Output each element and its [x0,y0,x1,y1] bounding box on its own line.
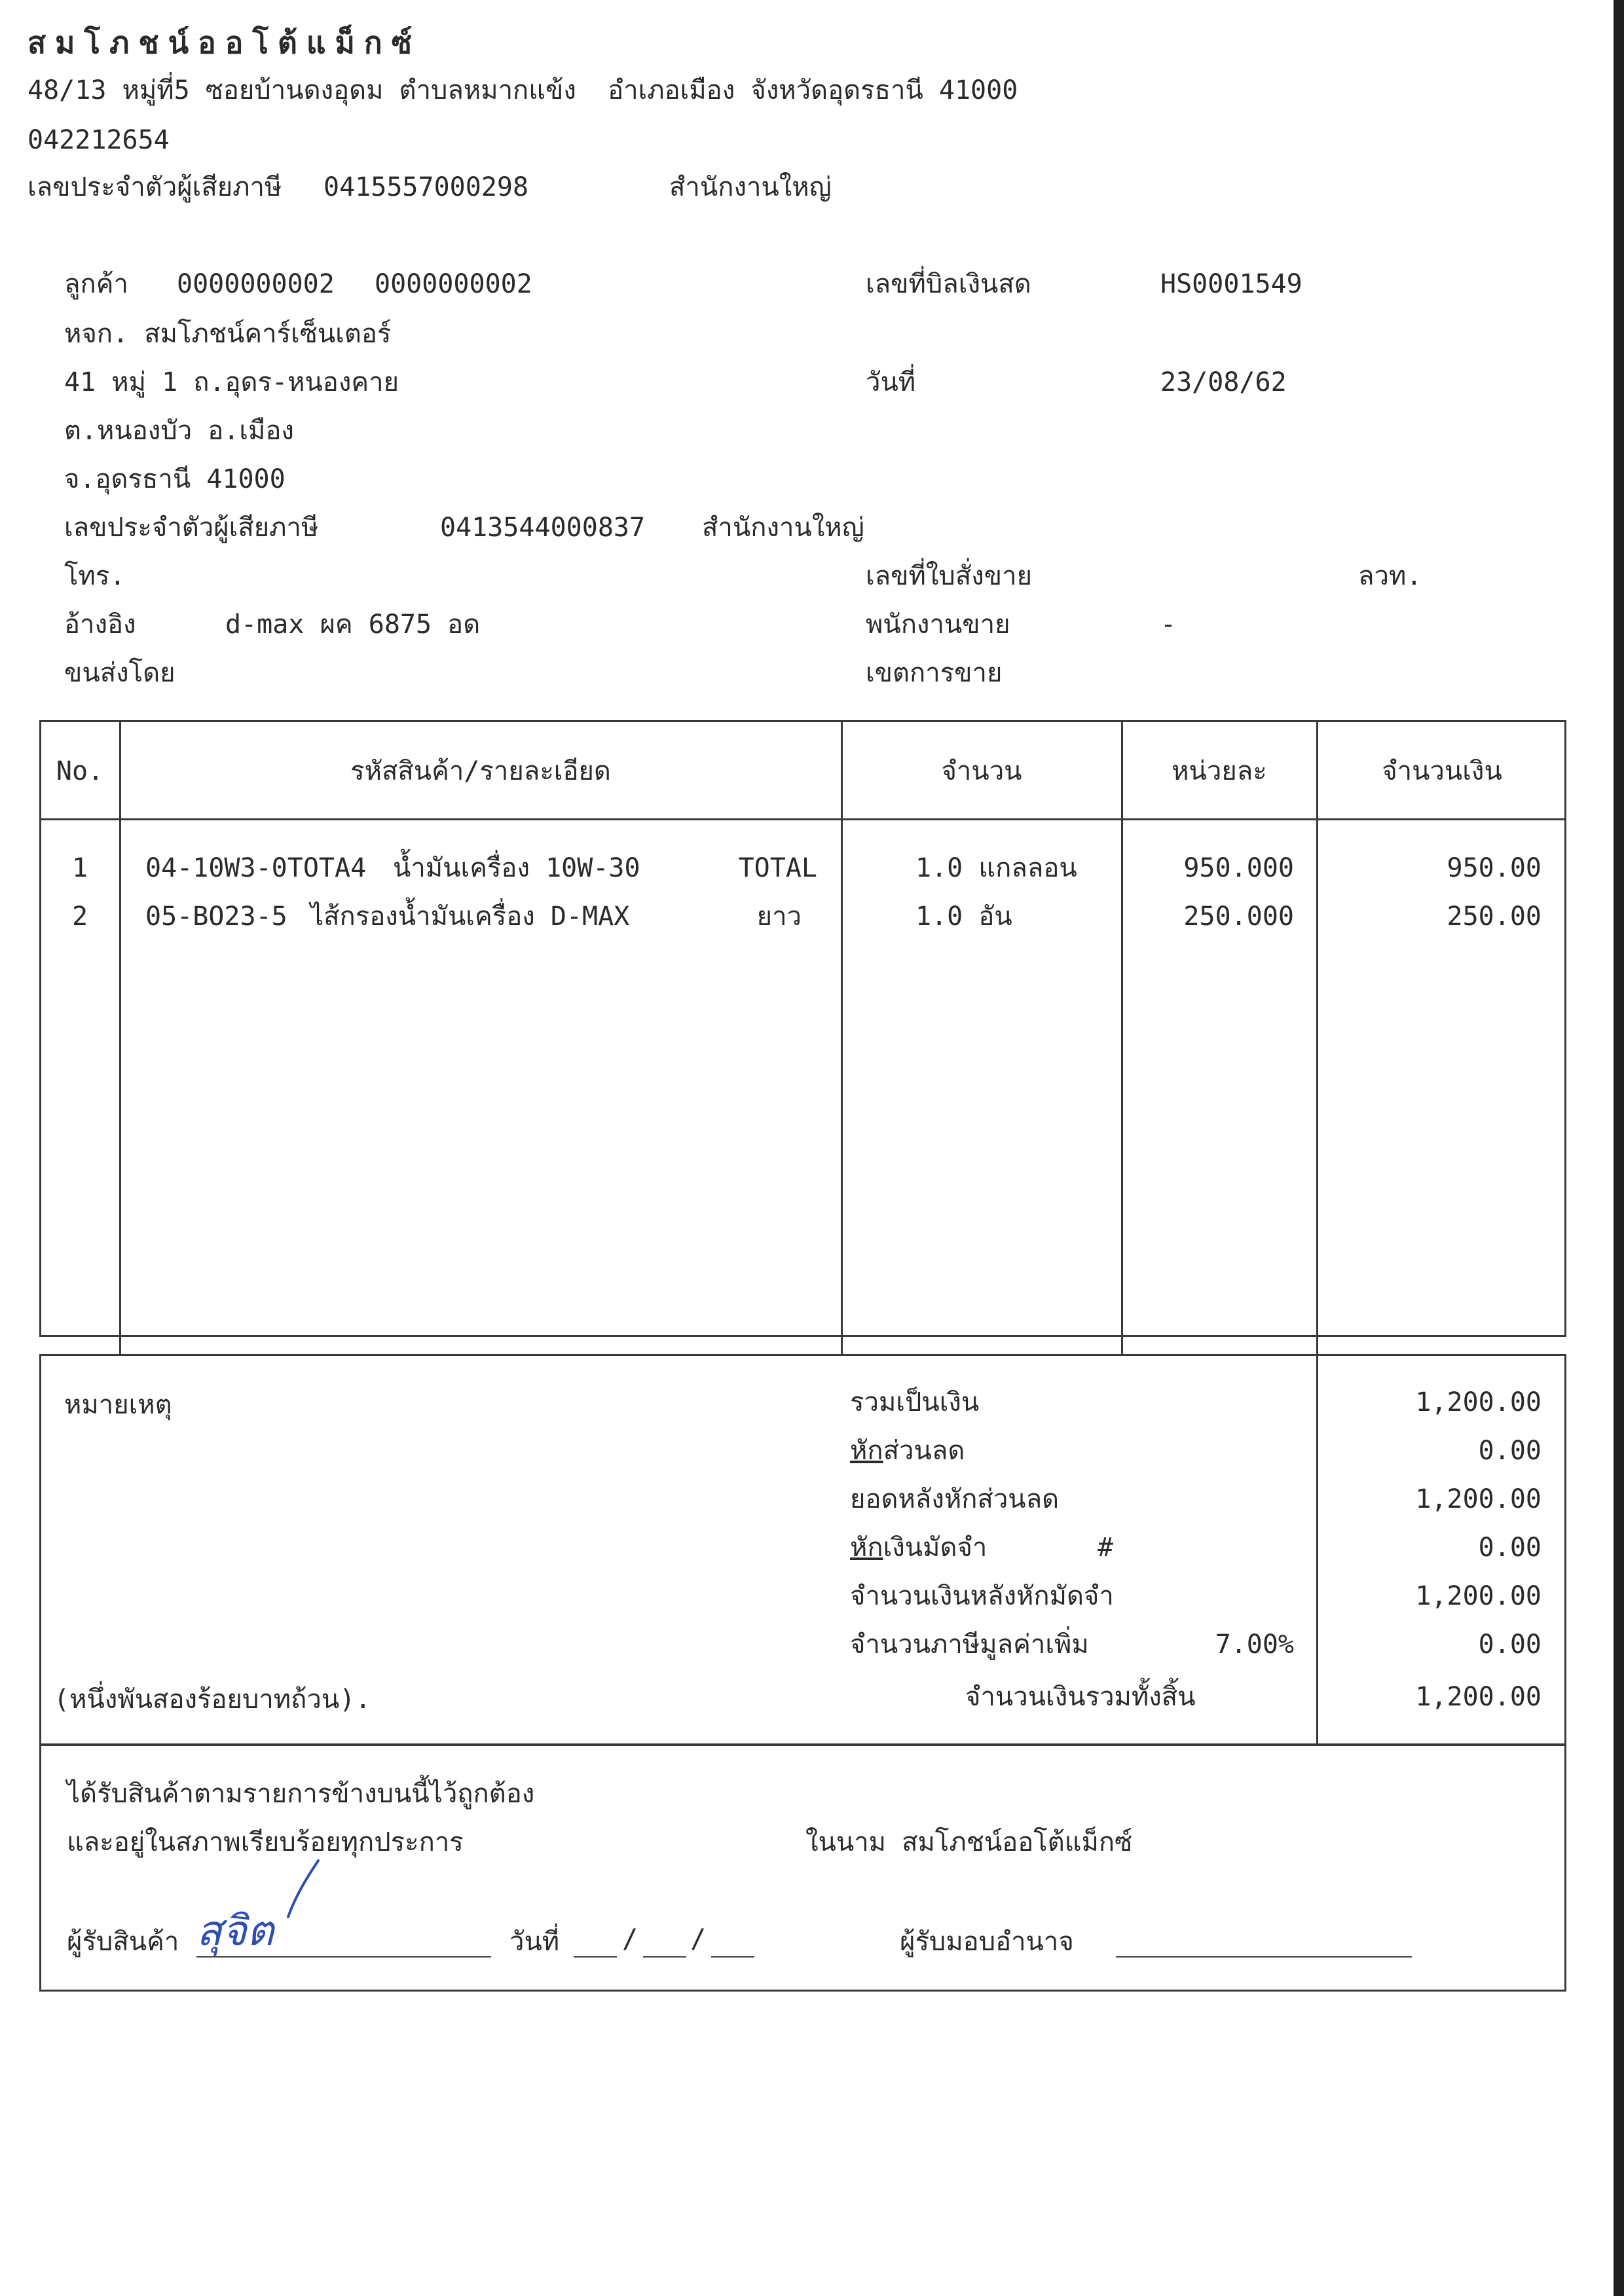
deposit-label [850,1535,987,1561]
date-label: วันที่ [866,367,916,397]
bill-no-label: เลขที่บิลเงินสด [866,269,1031,299]
discount-prefix: หัก [850,1436,883,1466]
deposit-label-text: เงินมัดจำ [883,1533,987,1563]
vat-value: 0.00 [1478,1630,1541,1660]
customer-name: หจก. สมโภชน์คาร์เซ็นเตอร์ [64,319,392,349]
discount-label-text: ส่วนลด [883,1436,965,1466]
col-divider-qty [1121,720,1123,1354]
row-2-amount: 250.00 [1447,902,1541,932]
customer-address-1: 41 หมู่ 1 ถ.อุดร-หนองคาย [64,367,399,397]
customer-phone-label: โทร. [64,561,126,591]
vat-rate: 7.00% [1215,1630,1294,1660]
customer-code-2: 0000000002 [375,269,532,299]
row-2-extra: ยาว [756,902,802,932]
company-name: สมโภชน์ออโต้แม็กซ์ [28,25,421,60]
row-2-desc: ไส้กรองน้ำมันเครื่อง D-MAX [310,902,630,932]
col-divider-desc [841,720,843,1354]
customer-tax-id: 0413544000837 [440,513,646,543]
items-table [39,720,1566,1337]
row-1-unit-price: 950.000 [1183,853,1294,883]
row-1-desc: น้ำมันเครื่อง 10W-30 [393,853,640,883]
received-line-1: ได้รับสินค้าตามรายการข้างบนนี้ไว้ถูกต้อง [67,1779,535,1809]
grand-total-value: 1,200.00 [1415,1682,1541,1712]
company-tax-id: 0415557000298 [323,172,529,202]
signature-stroke [262,1857,334,1935]
row-1-amount: 950.00 [1447,853,1541,883]
bill-no: HS0001549 [1160,269,1302,299]
customer-tax-id-label: เลขประจำตัวผู้เสียภาษี [64,513,319,543]
amount-in-words: (หนึ่งพันสองร้อยบาทถ้วน). [54,1685,371,1715]
discount-value: 0.00 [1478,1436,1541,1466]
subtotal-value: 1,200.00 [1415,1387,1541,1417]
sales-area-label: เขตการขาย [866,658,1003,688]
company-tax-id-label: เลขประจำตัวผู้เสียภาษี [28,172,282,202]
date-separator-1: / [622,1924,638,1954]
header-quantity: จำนวน [941,756,1022,786]
customer-address-2: ต.หนองบัว อ.เมือง [64,416,294,446]
company-branch: สำนักงานใหญ่ [669,172,832,202]
vat-label: จำนวนภาษีมูลค่าเพิ่ม [850,1630,1089,1660]
subtotal-label: รวมเป็นเงิน [850,1387,980,1417]
reference-label: อ้างอิง [64,610,136,640]
row-1-qty: 1.0 แกลลอน [915,853,1077,883]
row-1-no: 1 [71,853,88,883]
discount-label [850,1438,965,1464]
grand-total-label: จำนวนเงินรวมทั้งสิ้น [965,1682,1196,1712]
authorized-signature-line [1116,1956,1412,1958]
deposit-prefix: หัก [850,1533,883,1563]
header-no: No. [56,756,104,786]
row-2-code: 05-BO23-5 [145,902,287,932]
salesperson-value: - [1160,610,1177,640]
customer-label: ลูกค้า [64,269,128,299]
row-2-unit-price: 250.000 [1183,902,1294,932]
row-1-code: 04-10W3-0TOTA4 [145,853,367,883]
salesperson-label: พนักงานขาย [866,610,1010,640]
deposit-mark: # [1098,1533,1114,1563]
remark-label: หมายเหตุ [64,1390,172,1420]
company-address: 48/13 หมู่ที่5 ซอยบ้านดงอุดม ตำบลหมากแข้ง อำเภอเมือง จังหวัดอุดรธานี 41000 [28,75,1018,105]
receive-date-month [643,1956,686,1958]
header-amount: จำนวนเงิน [1382,756,1502,786]
row-1-extra: TOTAL [738,853,817,883]
row-2-qty: 1.0 อัน [915,902,1012,932]
shipped-by-label: ขนส่งโดย [64,658,175,688]
date-separator-2: / [690,1924,707,1954]
row-2-no: 2 [71,902,88,932]
receiver-signature: สุจิต [196,1907,274,1956]
after-discount-value: 1,200.00 [1415,1484,1541,1514]
order-no-suffix: ลวท. [1358,561,1422,591]
receiver-signature-line [196,1956,491,1958]
reference-value: d-max ผค 6875 อด [225,610,481,640]
on-behalf-of: ในนาม สมโภชน์ออโต้แม็กซ์ [805,1827,1133,1857]
after-deposit-label: จำนวนเงินหลังหักมัดจำ [850,1581,1114,1611]
after-discount-label: ยอดหลังหักส่วนลด [850,1484,1060,1514]
deposit-value: 0.00 [1478,1533,1541,1563]
customer-branch: สำนักงานใหญ่ [702,513,864,543]
company-phone: 042212654 [28,125,170,155]
order-no-label: เลขที่ใบสั่งขาย [866,561,1033,591]
after-deposit-value: 1,200.00 [1415,1581,1541,1611]
items-header-divider [39,818,1566,820]
customer-code-1: 0000000002 [177,269,335,299]
receive-date-label: วันที่ [509,1927,560,1957]
scan-edge [1614,0,1624,2296]
receive-date-year [711,1956,754,1958]
receiver-label: ผู้รับสินค้า [67,1927,179,1957]
customer-address-3: จ.อุดรธานี 41000 [64,464,286,494]
col-divider-no [119,720,121,1354]
authorized-label: ผู้รับมอบอำนาจ [900,1927,1074,1957]
header-unit-price: หน่วยละ [1172,756,1267,786]
bill-date: 23/08/62 [1160,367,1287,397]
header-description: รหัสสินค้า/รายละเอียด [350,756,611,786]
receive-date-day [574,1956,617,1958]
received-line-2: และอยู่ในสภาพเรียบร้อยทุกประการ [67,1827,464,1857]
